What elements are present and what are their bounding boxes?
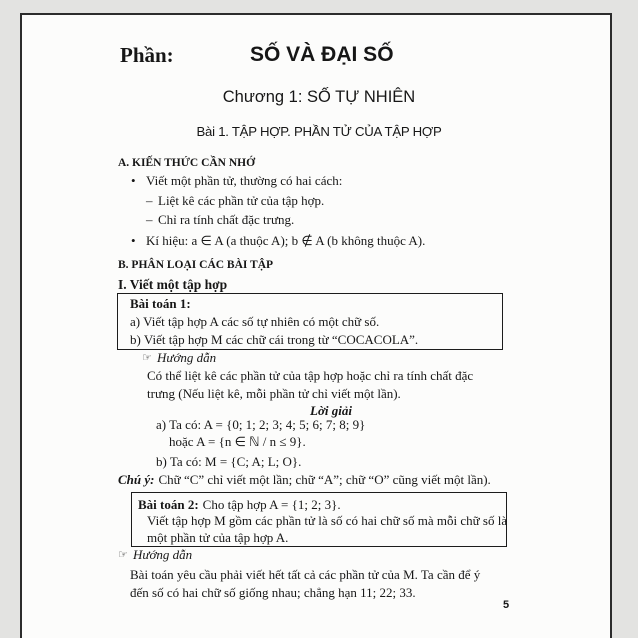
page-number: 5 bbox=[503, 599, 510, 611]
problem-2-label: Bài toán 2: bbox=[138, 497, 199, 512]
dash-marker: – bbox=[146, 193, 153, 208]
solution-line: b) Ta có: M = {C; A; L; O}. bbox=[156, 454, 302, 469]
problem-2-intro: Cho tập hợp A = {1; 2; 3}. bbox=[202, 497, 341, 512]
problem-1-line: a) Viết tập hợp A các số tự nhiên có một chữ số. bbox=[130, 314, 380, 329]
list-item: Liệt kê các phần tử của tập hợp. bbox=[158, 193, 325, 208]
solution-line: a) Ta có: A = {0; 1; 2; 3; 4; 5; 6; 7; 8; 9} bbox=[156, 417, 366, 432]
problem-2-heading bbox=[138, 497, 341, 513]
pointing-hand-icon bbox=[142, 350, 152, 366]
guide-1-line: trưng (Nếu liệt kê, mỗi phần tử chỉ viết một lần). bbox=[147, 386, 401, 401]
problem-2-line: Viết tập hợp M gồm các phần tử là số có hai chữ số mà mỗi chữ số là bbox=[147, 513, 508, 528]
list-item: Kí hiệu: a ∈ A (a thuộc A); b ∉ A (b không thuộc A). bbox=[146, 233, 426, 248]
bullet-marker: • bbox=[131, 233, 136, 248]
bullet-marker: • bbox=[131, 173, 136, 188]
solution-label: Lời giải bbox=[310, 403, 353, 418]
guide-1-label: Hướng dẫn bbox=[157, 350, 217, 365]
solution-line: hoặc A = {n ∈ ℕ / n ≤ 9}. bbox=[169, 434, 306, 449]
guide-2-line: đến số có hai chữ số giống nhau; chẳng hạn 11; 22; 33. bbox=[130, 585, 416, 600]
guide-2-label: Hướng dẫn bbox=[133, 547, 193, 562]
chapter-title: Chương 1: SỐ TỰ NHIÊN bbox=[222, 88, 416, 106]
lesson-title: Bài 1. TẬP HỢP. PHẦN TỬ CỦA TẬP HỢP bbox=[196, 124, 442, 139]
section-b-heading: B. PHÂN LOẠI CÁC BÀI TẬP bbox=[118, 259, 274, 271]
list-item: Viết một phần tử, thường có hai cách: bbox=[146, 173, 343, 188]
note-text: Chữ “C” chỉ viết một lần; chữ “A”; chữ “O” cũng viết một lần). bbox=[158, 472, 491, 487]
note-label: Chú ý: bbox=[118, 472, 155, 487]
part-label: Phần: bbox=[120, 43, 174, 67]
dash-marker: – bbox=[146, 212, 153, 227]
problem-1-label: Bài toán 1: bbox=[130, 296, 191, 311]
subsection-heading: I. Viết một tập hợp bbox=[118, 277, 228, 292]
list-item: Chỉ ra tính chất đặc trưng. bbox=[158, 212, 295, 227]
part-title: SỐ VÀ ĐẠI SỐ bbox=[250, 43, 394, 66]
problem-2-line: một phần tử của tập hợp A. bbox=[147, 530, 289, 545]
problem-1-line: b) Viết tập hợp M các chữ cái trong từ “COCACOLA”. bbox=[130, 332, 419, 347]
guide-2-line: Bài toán yêu cầu phải viết hết tất cả các phần tử của M. Ta cần để ý bbox=[130, 567, 481, 582]
pointing-hand-icon bbox=[118, 547, 128, 563]
note-line bbox=[118, 472, 491, 488]
section-a-heading: A. KIẾN THỨC CẦN NHỚ bbox=[118, 157, 256, 169]
guide-1-line: Có thể liệt kê các phần tử của tập hợp hoặc chỉ ra tính chất đặc bbox=[147, 368, 474, 383]
